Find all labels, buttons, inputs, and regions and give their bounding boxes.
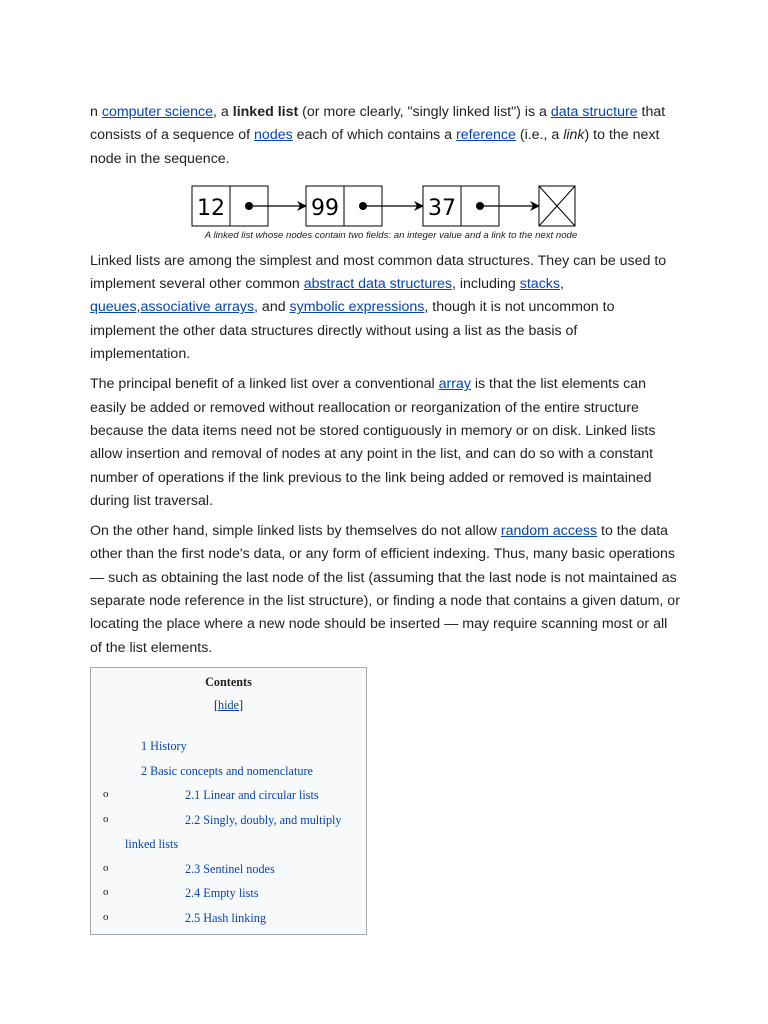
link-nodes[interactable]: nodes (254, 127, 293, 144)
text-run: , a (213, 104, 233, 120)
text-run: n (90, 104, 102, 120)
bracket: [ (213, 697, 218, 712)
paragraph-drawbacks (90, 520, 680, 660)
text-run: Linked lists are among the simplest and most common data structures. They can be used to implement several other common (90, 252, 667, 293)
list-node (306, 186, 423, 226)
list-node (192, 186, 306, 226)
node-value: 99 (311, 195, 339, 221)
toc-link-singly-doubly-cont[interactable]: linked lists (125, 836, 179, 851)
text-run: , though it is not uncommon to implement the other data structures directly without using a list as the basis of implementation. (90, 299, 615, 363)
link-stacks[interactable]: stacks (519, 276, 560, 293)
link-computer-science[interactable]: computer science (101, 104, 214, 120)
link-array[interactable]: array (438, 376, 471, 393)
linked-list-figure (90, 178, 680, 250)
toc-link-empty-lists[interactable]: 2.4 Empty lists (185, 885, 259, 900)
text-run: is that the list elements can easily be added or removed without reallocation or reorganization of the entire structure because the data items need not be stored contiguously in memory or on disk. Linked lists allow insertion and removal of nodes at any point in the list, and can do so with a constant number of operations if the link previous to the link being added or removed is maintained during list traversal. (90, 376, 656, 509)
text-run: that consists of a sequence of (90, 104, 666, 144)
link-symbolic-expressions[interactable]: symbolic expressions (289, 299, 425, 316)
bullet-icon: o (103, 812, 109, 825)
toc-link-history[interactable]: 1 History (141, 738, 187, 753)
toc-link-sentinel[interactable]: 2.3 Sentinel nodes (185, 861, 275, 876)
bullet-icon: o (103, 787, 109, 800)
text-run: each of which contains a (292, 127, 456, 144)
bullet-icon: o (103, 910, 109, 923)
toc-link-singly-doubly[interactable]: 2.2 Singly, doubly, and multiply (185, 812, 342, 827)
link-queues[interactable]: queues (90, 299, 137, 316)
intro-paragraph (90, 101, 680, 171)
toc-hide-toggle (91, 698, 366, 713)
toc-link-hash-linking[interactable]: 2.5 Hash linking (185, 910, 266, 925)
linked-list-diagram (191, 184, 581, 230)
article-body (90, 101, 680, 935)
node-value: 37 (428, 195, 456, 221)
link-random-access[interactable]: random access (500, 523, 598, 540)
text-run: ) to the next node in the sequence. (90, 127, 660, 167)
link-abstract-data-structures[interactable]: abstract data structures (303, 276, 452, 293)
text-run: (or more clearly, "singly linked list") is a (298, 104, 551, 120)
list-node (423, 186, 539, 226)
toc-link-basic-concepts[interactable]: 2 Basic concepts and nomenclature (141, 763, 313, 778)
null-terminator (539, 186, 575, 226)
text-run: to the data other than the first node's data, or any form of efficient indexing. Thus, many basic operations — such as obtaining the last node of the list (assuming that the last node is not maintained as separate node reference in the list structure), or finding a node that contains a given datum, or locating the place where a new node should be inserted — may require scanning most or all of the list elements. (90, 523, 680, 656)
text-run: , including (451, 276, 520, 293)
link-associative-arrays[interactable]: associative arrays (140, 299, 255, 316)
link-data-structure[interactable]: data structure (550, 104, 638, 120)
toc-hide-link[interactable]: hide (218, 697, 239, 712)
text-run: , and (254, 299, 290, 316)
text-run: (i.e., a (515, 127, 564, 144)
text-run: The principal benefit of a linked list over a conventional (90, 376, 439, 393)
text-run: , (136, 299, 141, 316)
term-link: link (563, 127, 585, 144)
paragraph-benefit (90, 373, 680, 513)
bullet-icon: o (103, 861, 109, 874)
bracket: ] (238, 697, 244, 712)
bullet-icon: o (103, 885, 109, 898)
node-value: 12 (197, 195, 225, 221)
text-run: , (559, 276, 564, 293)
paragraph-uses (90, 250, 680, 366)
toc-link-linear-circular[interactable]: 2.1 Linear and circular lists (185, 787, 319, 802)
figure-caption: A linked list whose nodes contain two fields: an integer value and a link to the next node (204, 229, 578, 241)
text-run: On the other hand, simple linked lists by themselves do not allow (90, 523, 501, 540)
table-of-contents (90, 667, 367, 935)
link-reference[interactable]: reference (455, 127, 516, 144)
toc-title: Contents (205, 674, 252, 689)
term-linked-list: linked list (232, 104, 299, 120)
